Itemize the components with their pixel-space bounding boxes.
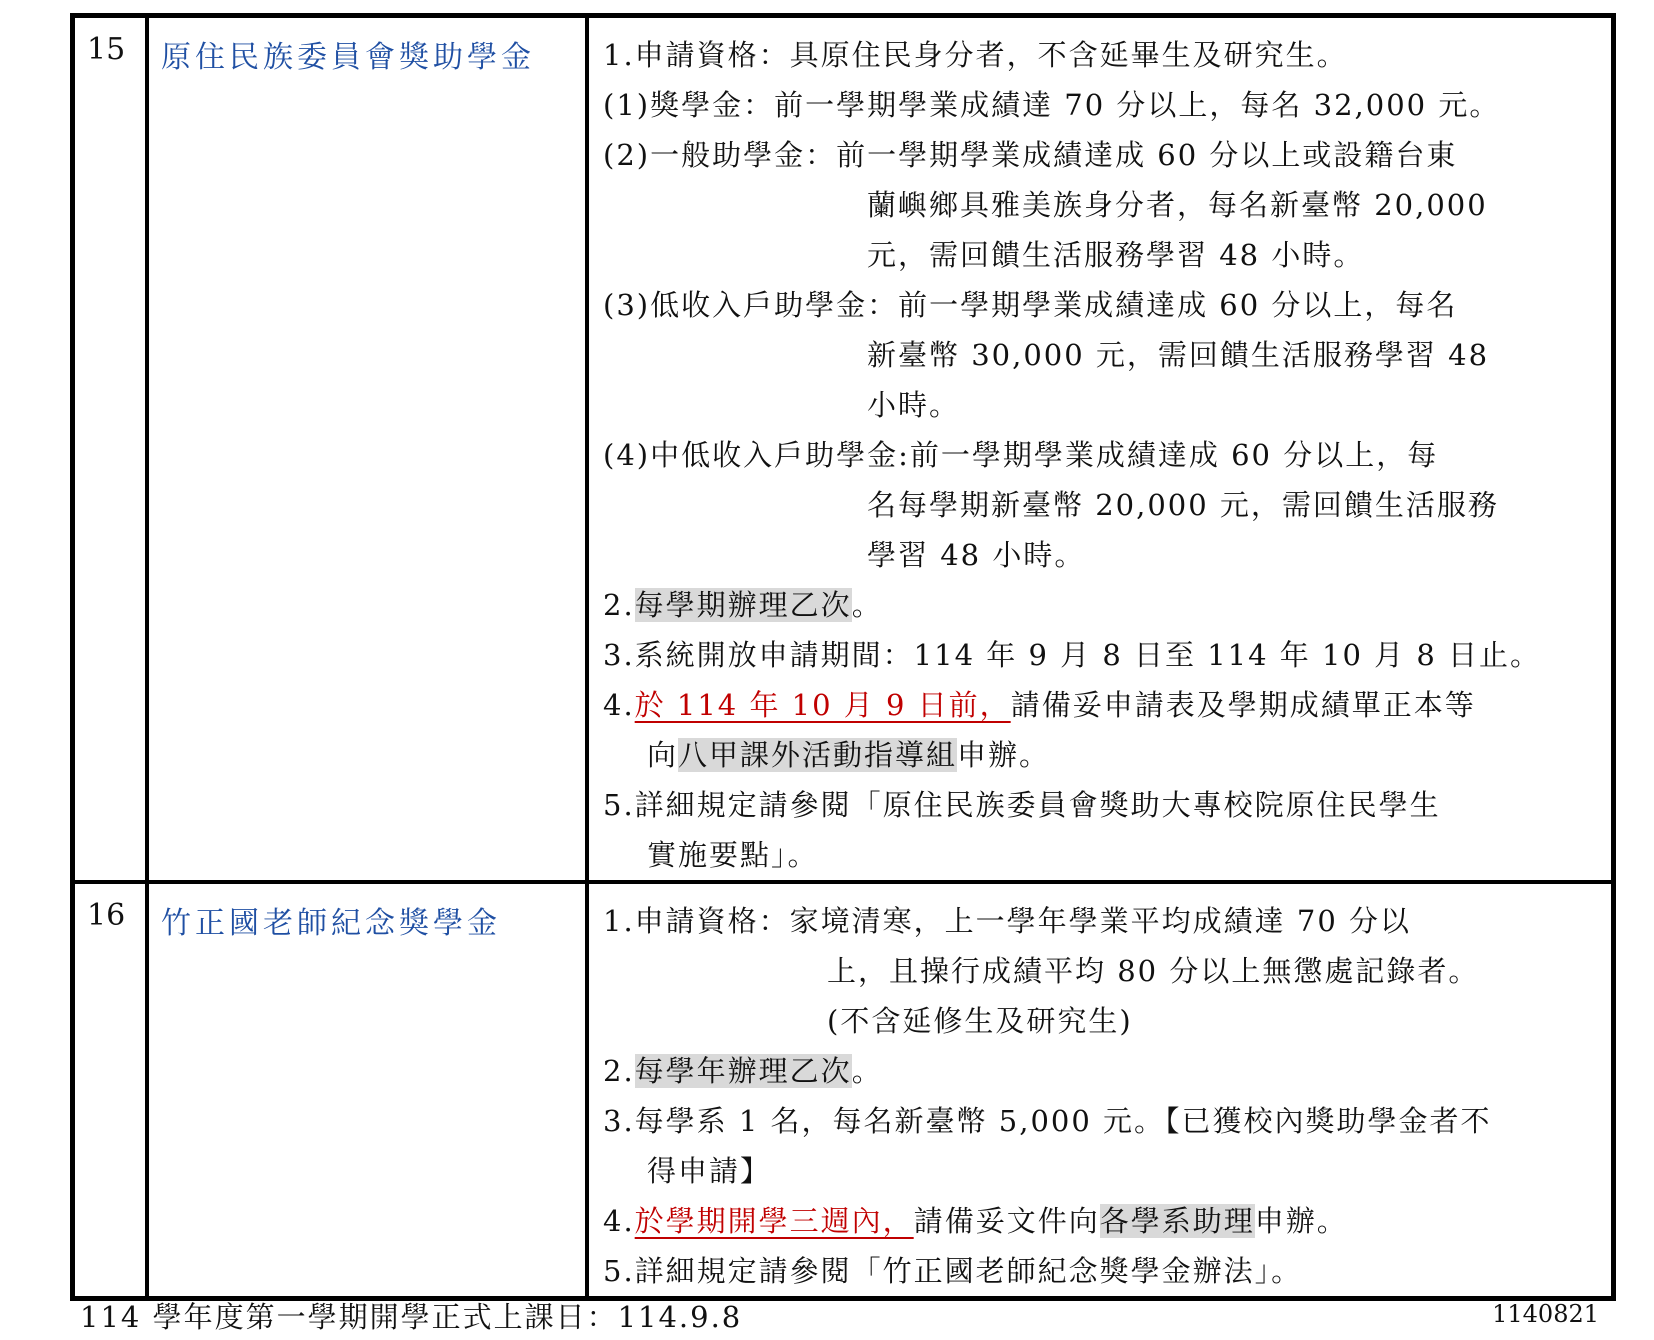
description-line	[603, 1196, 1611, 1246]
item-suffix: 。	[851, 1054, 883, 1088]
table-row	[73, 16, 1614, 883]
description-line: 學習 48 小時。	[867, 538, 1086, 572]
highlighted-text: 每學期辦理乙次	[634, 588, 852, 622]
scholarship-table	[70, 13, 1616, 1301]
item-text: 向	[647, 738, 679, 772]
item-text: 申辦。	[1254, 1204, 1348, 1238]
description-line: 1.申請資格：具原住民身分者，不含延畢生及研究生。	[603, 38, 1348, 72]
description-line: (1)獎學金：前一學期學業成績達 70 分以上，每名 32,000 元。	[603, 88, 1501, 122]
description-line: 新臺幣 30,000 元，需回饋生活服務學習 48	[867, 338, 1490, 372]
description-line: (不含延修生及研究生)	[827, 1004, 1133, 1038]
highlighted-text: 每學年辦理乙次	[634, 1054, 852, 1088]
scholarship-description	[587, 882, 1614, 1299]
item-suffix: 。	[851, 588, 883, 622]
description-line: (4)中低收入戶助學金:前一學期學業成績達成 60 分以上，每	[603, 438, 1439, 472]
row-number: 16	[73, 882, 148, 1299]
scholarship-description	[587, 16, 1614, 883]
description-line: (3)低收入戶助學金：前一學期學業成績達成 60 分以上，每名	[603, 288, 1458, 322]
description-line: 蘭嶼鄉具雅美族身分者，每名新臺幣 20,000	[867, 188, 1488, 222]
description-line: 實施要點」。	[647, 838, 819, 872]
item-text: 請備妥申請表及學期成績單正本等	[1010, 688, 1476, 722]
semester-start-note: 114 學年度第一學期開學正式上課日：114.9.8	[80, 1300, 743, 1334]
deadline-text: 於學期開學三週內，	[634, 1204, 914, 1238]
description-line: 5.詳細規定請參閱「竹正國老師紀念獎學金辦法」。	[603, 1254, 1303, 1288]
row-number: 15	[73, 16, 148, 883]
description-line: 1.申請資格：家境清寒，上一學年學業平均成績達 70 分以	[603, 904, 1412, 938]
item-prefix: 4.	[603, 1204, 635, 1238]
table-row	[73, 882, 1614, 1299]
document-code: 1140821	[1492, 1300, 1599, 1328]
description-line: 上，且操行成績平均 80 分以上無懲處記錄者。	[827, 954, 1480, 988]
description-line	[603, 730, 1611, 780]
highlighted-text: 八甲課外活動指導組	[678, 738, 958, 772]
description-line: 5.詳細規定請參閱「原住民族委員會獎助大專校院原住民學生	[603, 788, 1441, 822]
description-line	[603, 580, 1611, 630]
item-prefix: 2.	[603, 588, 635, 622]
description-line: 名每學期新臺幣 20,000 元，需回饋生活服務	[867, 488, 1499, 522]
description-line: 3.系統開放申請期間：114 年 9 月 8 日至 114 年 10 月 8 日止。	[603, 638, 1542, 672]
item-text: 請備妥文件向	[913, 1204, 1100, 1238]
item-prefix: 4.	[603, 688, 635, 722]
description-line: 得申請】	[647, 1154, 772, 1188]
scholarship-name: 竹正國老師紀念獎學金	[147, 882, 587, 1299]
description-line: 元，需回饋生活服務學習 48 小時。	[867, 238, 1365, 272]
description-line	[603, 680, 1611, 730]
description-line: (2)一般助學金：前一學期學業成績達成 60 分以上或設籍台東	[603, 138, 1458, 172]
scholarship-name: 原住民族委員會獎助學金	[147, 16, 587, 883]
description-line: 小時。	[867, 388, 961, 422]
deadline-text: 於 114 年 10 月 9 日前，	[634, 688, 1011, 722]
highlighted-text: 各學系助理	[1099, 1204, 1255, 1238]
description-line: 3.每學系 1 名，每名新臺幣 5,000 元。【已獲校內獎助學金者不	[603, 1104, 1492, 1138]
item-text: 申辦。	[957, 738, 1051, 772]
item-prefix: 2.	[603, 1054, 635, 1088]
description-line	[603, 1046, 1611, 1096]
